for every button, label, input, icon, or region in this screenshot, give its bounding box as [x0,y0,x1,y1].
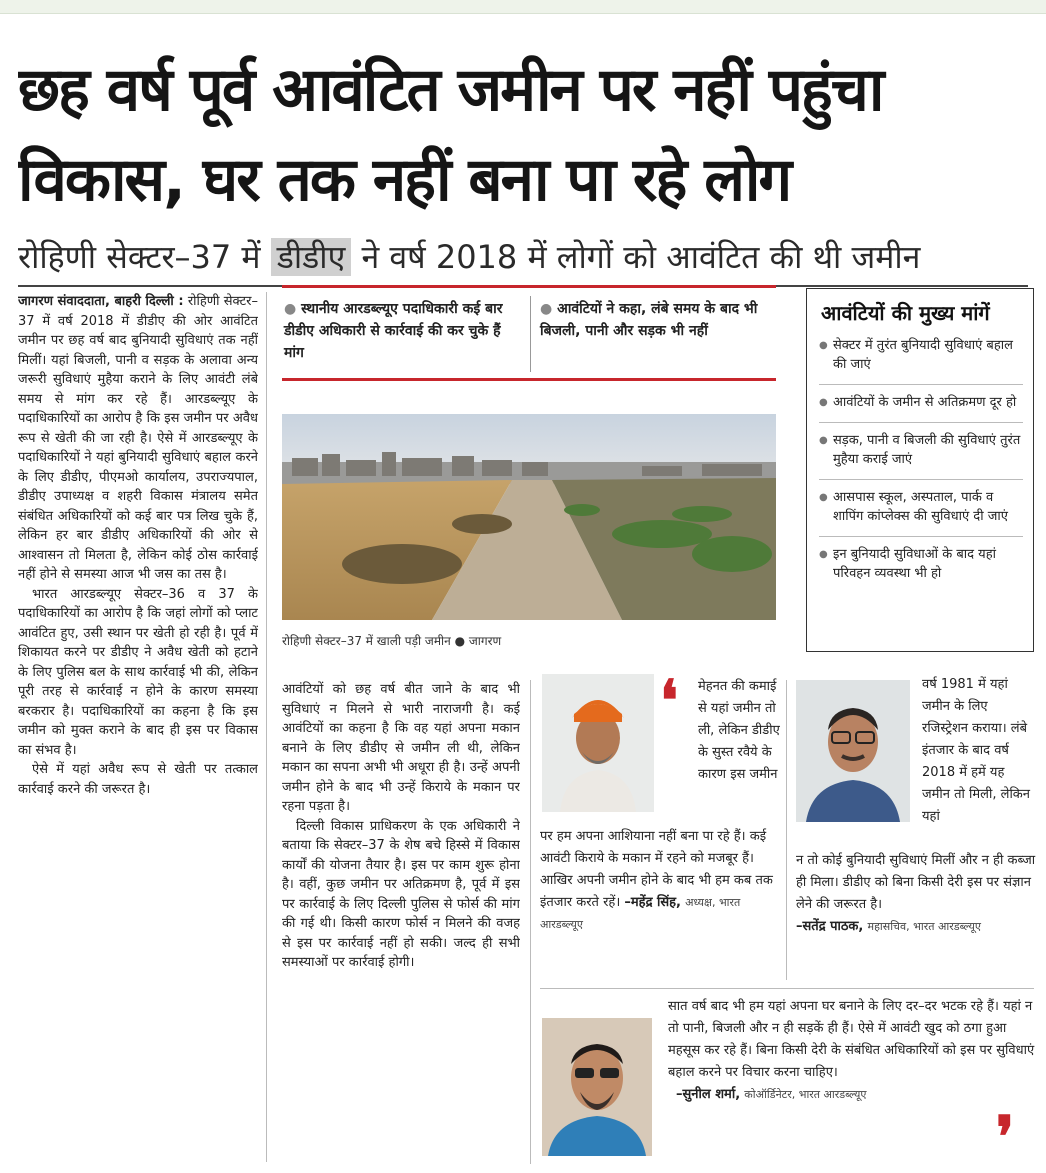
person-photo [542,1018,652,1156]
demand-item: ● इन बुनियादी सुविधाओं के बाद यहां परिवहन व्यवस्था भी हो [819,536,1023,583]
pullquote-bottom-rule [282,378,776,381]
bullet-icon: ● [540,301,558,317]
quote-2-name: –सतेंद्र पाठक, [796,919,864,934]
article-paragraph: भारत आरडब्ल्यूए सेक्टर–36 व 37 के पदाधिकारियों का आरोप है कि जहां लोगों को प्लाट आवंटित हुए, उसी स्थान पर खेती हो रही है। पूर्व में शिकायत करने पर डीडीए ने अवैध खेती को हटाने के लिए पुलिस बल के साथ कार्रवाई भी की, लेकिन पूरी तरह से कार्रवाई न होने के कारण समस्या बरकरार है। पदाधिकारियों का कहना है कि इस जमीन को मुक्त कराने के बाद ही इस पर विकास का संभव है। [18,586,258,758]
person-photo [542,674,654,812]
quote-1-text-bottom: पर हम अपना आशियाना नहीं बना पा रहे हैं। कई आवंटी किराये के मकान में रहने को मजबूर हैं। आखिर अपनी जमीन होने के बाद भी हम कब तक इंतजार करते रहें। [540,829,773,910]
quote-1-role: अध्यक्ष, भारत आरडब्ल्यूए [540,896,741,931]
quote-2 [796,850,1036,938]
pullquote-text: आवंटियों ने कहा, लंबे समय के बाद भी बिजली, पानी और सड़क भी नहीं [540,301,758,339]
quote-2-text-bottom: न तो कोई बुनियादी सुविधाएं मिलीं और न ही कब्जा ही मिला। डीडीए को बिना किसी देरी इस पर संज्ञान लेने की जरूरत है। [796,853,1036,912]
paragraph-text: रोहिणी सेक्टर–37 में वर्ष 2018 में डीडीए की ओर आवंटित जमीन पर छह वर्ष बाद बुनियादी सुविधाएं तक नहीं मिलीं। यहां बिजली, पानी व सड़क के अलावा अन्य जरूरी सुविधाएं मुहैया कराने के लिए आवंटी लंबे समय से मांग कर रहे हैं। आरडब्ल्यूए के पदाधिकारियों का आरोप है कि इस जमीन पर अवैध रूप से खेती की जा रही है। ऐसे में आरडब्ल्यूए के पदाधिकारियों ने यहां बुनियादी सुविधाएं बहाल करने के लिए डीडीए, पीएमओ कार्यालय, उपराज्यपाल, डीडीए उपाध्यक्ष व शहरी विकास मंत्रालय समेत संबंधित अधिकारियों को कई बार पत्र लिख चुके हैं, लेकिन हर बार डीडीए अधिकारियों की ओर से आश्वासन तो मिलता है, लेकिन कोई ठोस कार्रवाई नहीं होने से समस्या आज भी जस का तस है। [18,294,258,582]
demand-item: ● आवंटियों के जमीन से अतिक्रमण दूर हो [819,384,1023,412]
quote-3 [668,996,1036,1106]
pullquote-text: स्थानीय आरडब्ल्यूए पदाधिकारी कई बार डीडीए अधिकारी से कार्रवाई की कर चुके हैं मांग [284,301,503,361]
pullquote-2 [540,298,772,342]
headline-line-1: छह वर्ष पूर्व आवंटित जमीन पर नहीं पहुंचा [18,55,883,125]
quote-1-text-top: मेहनत की कमाई से यहां जमीन तो ली, लेकिन डीडीए के सुस्त रवैये के कारण इस जमीन [698,679,780,782]
pullquote-top-rule [282,285,776,288]
quote-2-text-top: वर्ष 1981 में यहां जमीन के लिए रजिस्ट्रेशन कराया। लंबे इंतजार के बाद वर्ष 2018 में हमें यह जमीन तो मिली, लेकिन यहां [922,677,1031,824]
quote-divider-horizontal [540,988,1034,989]
article-paragraph: आवंटियों को छह वर्ष बीत जाने के बाद भी सुविधाएं न मिलने से भारी नाराजगी है। कई आवंटियों का कहना है कि वह यहां अपना मकान बनाने के लिए डीडीए से जमीन ली थी, लेकिन मकान का सपना अभी भी अधूरा ही है। उन्हें अपनी जमीन होने के बाद भी उन्हें किराये के मकान पर रहना पड़ता है। [282,682,520,814]
quote-mark-close-icon: ❜ [996,1104,1015,1170]
quote-1 [540,826,780,936]
headline-line-2: विकास, घर तक नहीं बना पा रहे लोग [18,145,791,215]
article-paragraph [18,292,258,585]
bullet-icon: ● [284,301,302,317]
photo-caption: रोहिणी सेक्टर–37 में खाली पड़ी जमीन ● जागरण [282,634,502,648]
avatar-mahendra-singh [542,674,654,812]
avatar-sunil-sharma [542,1018,652,1156]
quote-2-role: महासचिव, भारत आरडब्ल्यूए [867,920,981,933]
article-column-1 [18,292,258,1168]
quote-3-text: सात वर्ष बाद भी हम यहां अपना घर बनाने के लिए दर–दर भटक रहे हैं। यहां न तो पानी, बिजली और न ही सड़कें ही हैं। ऐसे में आवंटी खुद को ठगा हुआ महसूस कर रहे हैं। बिना किसी देरी के संबंधित अधिकारियों को इस पर सुविधाएं बहाल करने पर विचार करना चाहिए। [668,999,1035,1080]
subhead-highlight: डीडीए [271,238,352,276]
demand-item: ● सड़क, पानी व बिजली की सुविधाएं तुरंत मुहैया कराई जाएं [819,422,1023,469]
byline: जागरण संवाददाता, बाहरी दिल्ली : [18,294,184,309]
quote-mark-icon: ❛ [660,668,679,734]
column-divider [266,292,267,1162]
page-top-strip [0,0,1046,14]
person-photo [796,680,910,822]
quote-3-role: कोऑर्डिनेटर, भारत आरडब्ल्यूए [744,1088,867,1101]
column-divider [530,680,531,1164]
quote-1-name: –महेंद्र सिंह, [624,895,681,910]
subhead-before: रोहिणी सेक्टर–37 में [18,238,261,276]
article-column-2 [282,680,520,1170]
subhead-after: ने वर्ष 2018 में लोगों को आवंटित की थी जमीन [361,238,921,276]
demand-item: ● आसपास स्कूल, अस्पताल, पार्क व शापिंग कांप्लेक्स की सुविधाएं दी जाएं [819,479,1023,526]
demands-box [806,288,1034,652]
land-photo [282,414,776,620]
pullquote-divider [530,296,531,372]
pullquote-1 [284,298,524,364]
article-paragraph: दिल्ली विकास प्राधिकरण के एक अधिकारी ने बताया कि सेक्टर–37 के शेष बचे हिस्से में विकास कार्यों की योजना तैयार है। इस पर काम शुरू होना है। वहीं, कुछ जमीन पर अतिक्रमण है, पूर्व में इस पर कार्रवाई के लिए दिल्ली पुलिस से फोर्स की मांग की गई थी। किसी कारण फोर्स न मिलने की वजह से इस पर कार्रवाई नहीं हो सकी। जल्द ही सभी समस्याओं पर कार्रवाई होगी। [282,818,520,970]
quote-divider [786,680,787,980]
empty-land-image [282,414,776,620]
demand-item: ● सेक्टर में तुरंत बुनियादी सुविधाएं बहाल की जाएं [819,336,1023,374]
demands-title: आवंटियों की मुख्य मांगें [821,301,990,325]
subheadline [18,234,1028,280]
quote-3-name: –सुनील शर्मा, [676,1087,741,1102]
article-paragraph: ऐसे में यहां अवैध रूप से खेती पर तत्काल कार्रवाई करने की जरूरत है। [18,762,258,797]
avatar-satendra-pathak [796,680,910,822]
